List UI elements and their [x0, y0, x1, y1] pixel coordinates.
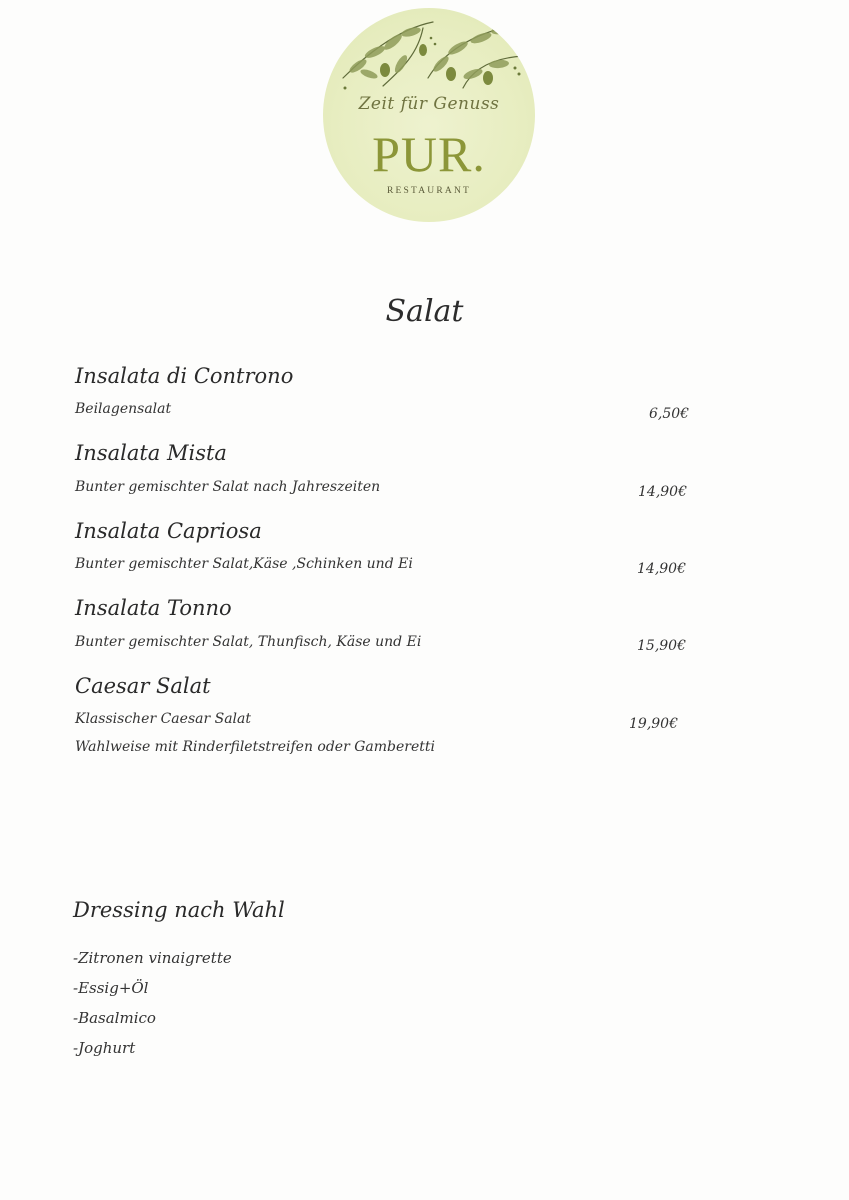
menu-item-name: Insalata di Controno — [75, 364, 294, 388]
menu-item-price: 6,50€ — [649, 406, 690, 422]
menu-item-description: Beilagensalat — [75, 401, 172, 417]
dressing-option: -Zitronen vinaigrette — [73, 949, 232, 967]
menu-item-description: Bunter gemischter Salat, Thunfisch, Käse und Ei — [75, 634, 422, 650]
menu-item-name: Insalata Mista — [75, 441, 227, 465]
dressing-option: -Essig+Öl — [73, 979, 149, 997]
menu-item-name: Caesar Salat — [75, 674, 211, 698]
menu-item-price: 19,90€ — [629, 716, 678, 732]
menu-item-description: Bunter gemischter Salat nach Jahreszeiten — [75, 479, 381, 495]
menu-item-description: Klassischer Caesar Salat — [75, 711, 252, 727]
menu-item-price: 14,90€ — [638, 484, 687, 500]
menu-item-description: Wahlweise mit Rinderfiletstreifen oder Gamberetti — [75, 739, 435, 755]
menu-item-name: Insalata Tonno — [75, 596, 232, 620]
menu-item-price: 15,90€ — [637, 638, 686, 654]
dressing-title: Dressing nach Wahl — [73, 898, 285, 922]
logo-name: PUR. — [372, 126, 486, 182]
restaurant-logo — [323, 8, 535, 222]
logo-subtitle: RESTAURANT — [386, 186, 472, 196]
menu-item-name: Insalata Capriosa — [75, 519, 262, 543]
menu-item-description: Bunter gemischter Salat,Käse ,Schinken und Ei — [75, 556, 413, 572]
menu-item-price: 14,90€ — [637, 561, 686, 577]
dressing-option: -Joghurt — [73, 1039, 136, 1057]
logo-tagline: Zeit für Genuss — [358, 94, 500, 114]
dressing-option: -Basalmico — [73, 1009, 156, 1027]
section-title: Salat — [385, 294, 464, 329]
